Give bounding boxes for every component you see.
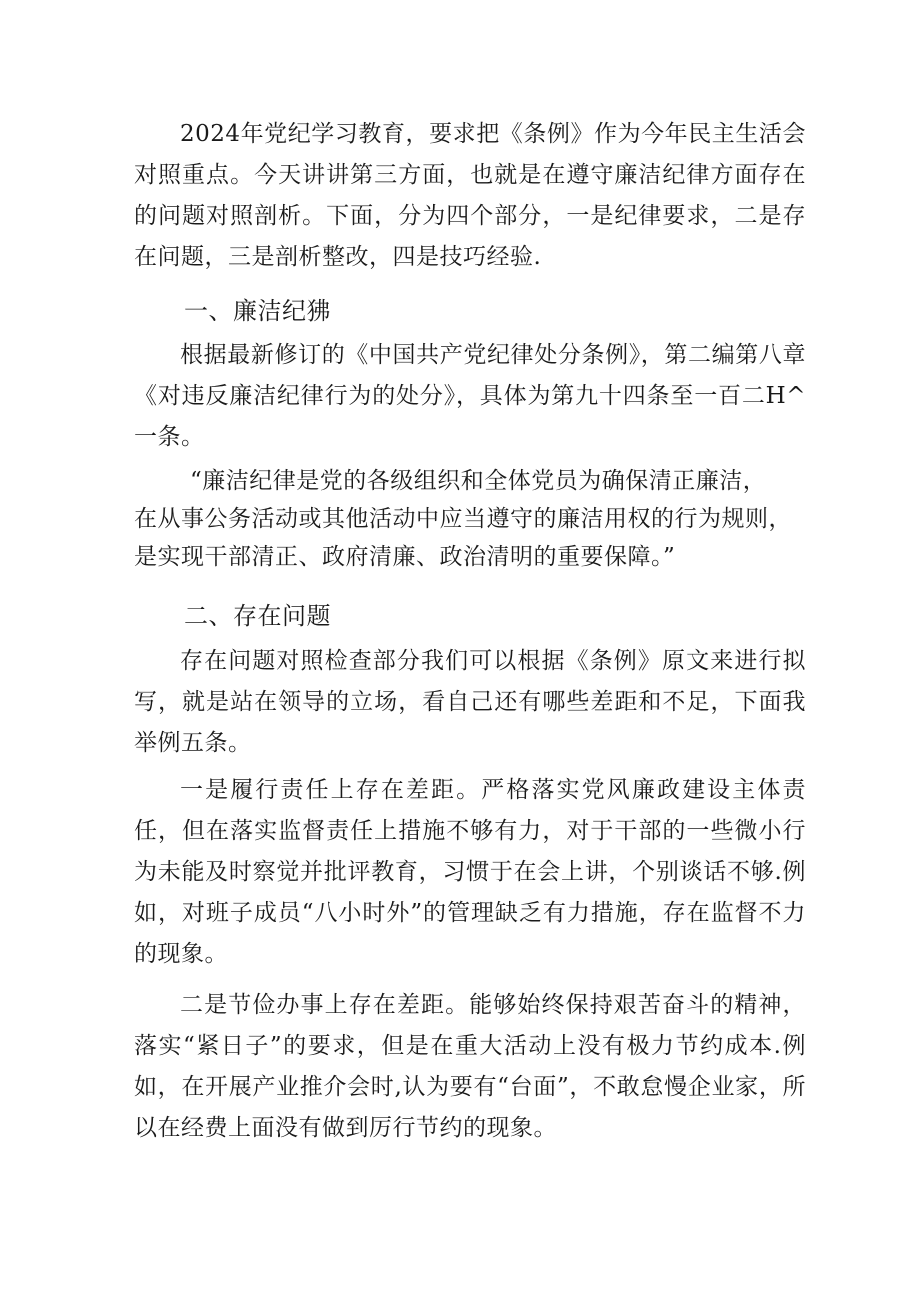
section2-intro-paragraph: 存在问题对照检查部分我们可以根据《条例》原文来进行拟写，就是站在领导的立场，看自己还有哪些差距和不足，下面我举例五条。	[134, 648, 806, 756]
quote-line-3: 是实现干部清正、政府清廉、政治清明的重要保障。”	[134, 544, 676, 570]
quote-line-2: 在从事公务活动或其他活动中应当遵守的廉洁用权的行为规则，	[134, 506, 792, 532]
section1-heading: 一、廉洁纪狒	[184, 297, 331, 325]
quote-line-1: “廉洁纪律是党的各级组织和全体党员为确保清正廉洁，	[190, 468, 767, 494]
section1-paragraph: 根据最新修订的《中国共产党纪律处分条例》，第二编第八章《对违反廉洁纪律行为的处分》，具体为第九十四条至一百二H^一条。	[134, 342, 806, 450]
section2-heading: 二、存在问题	[184, 602, 331, 630]
problem-item-1: 一是履行责任上存在差距。严格落实党风廉政建设主体责任，但在落实监督责任上措施不够有力，对于干部的一些微小行为未能及时察觉并批评教育，习惯于在会上讲，个别谈话不够.例如，对班子成员“八小时外”的管理缺乏有力措施，存在监督不力的现象。	[134, 777, 806, 967]
regulation-quote	[134, 462, 814, 576]
intro-paragraph: 2024年党纪学习教育，要求把《条例》作为今年民主生活会对照重点。今天讲讲第三方面，也就是在遵守廉洁纪律方面存在的问题对照剖析。下面，分为四个部分，一是纪律要求，二是存在问题，三是剖析整改，四是技巧经验.	[134, 121, 806, 270]
problem-item-2: 二是节俭办事上存在差距。能够始终保持艰苦奋斗的精神，落实“紧日子”的要求，但是在重大活动上没有极力节约成本.例如，在开展产业推介会时,认为要有“台面”，不敢怠慢企业家，所以在经费上面没有做到厉行节约的现象。	[134, 992, 806, 1141]
